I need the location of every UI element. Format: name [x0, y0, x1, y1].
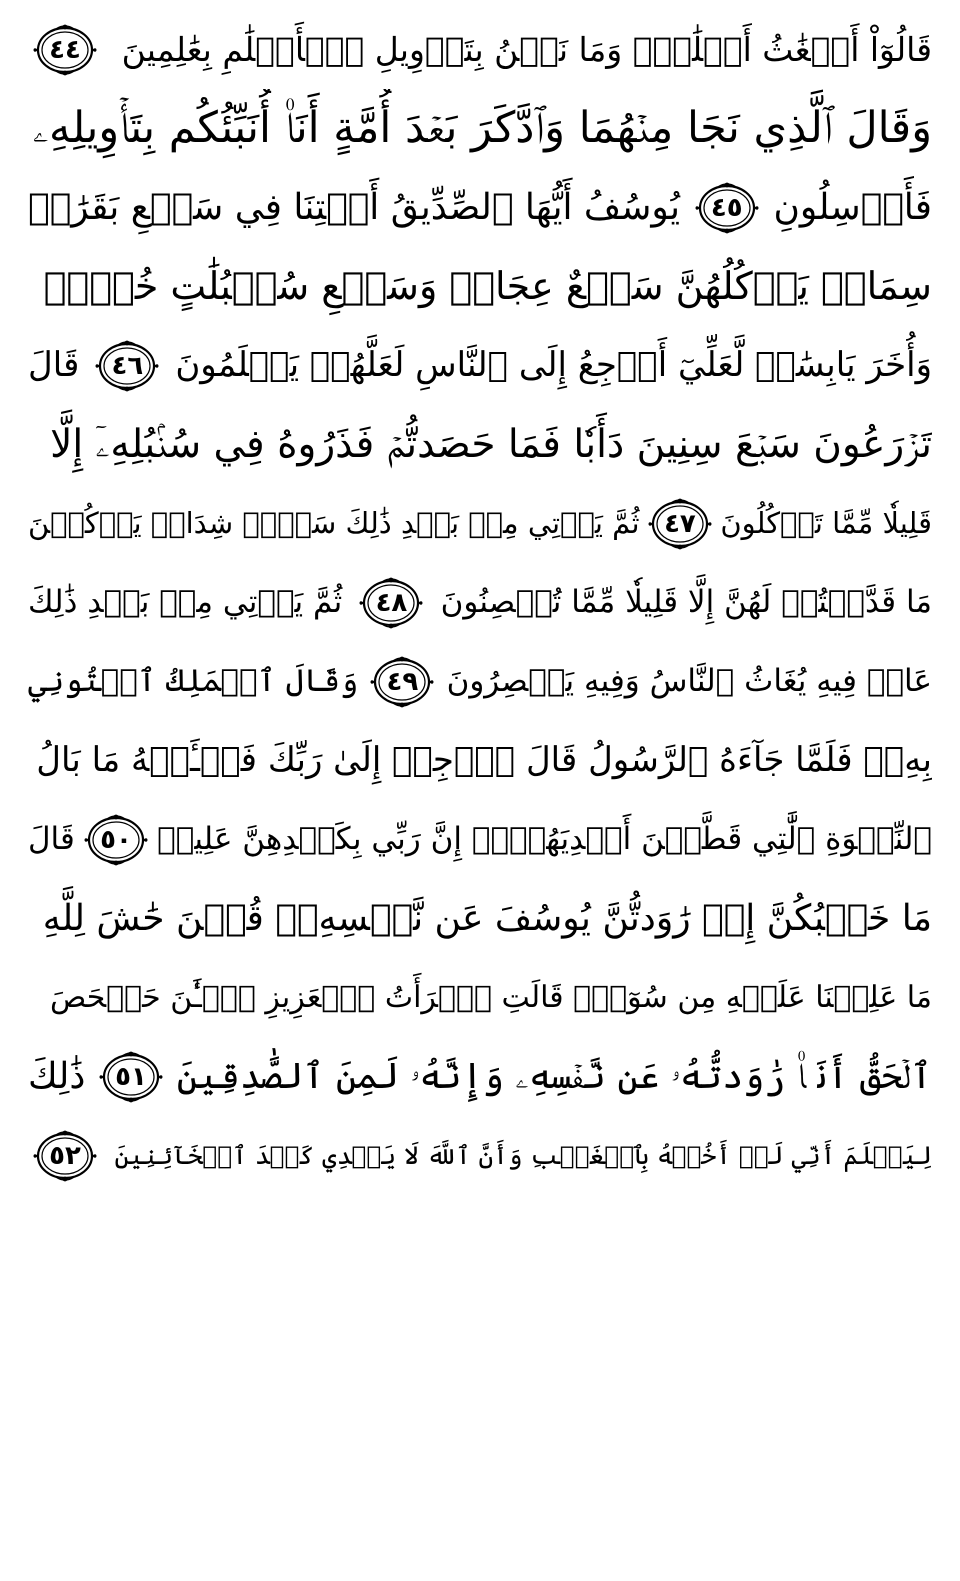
verse-text: وَقَالَ ٱلَّذِي نَجَا مِنۡهُمَا وَٱدَّكَرَ بَعۡدَ أُمَّةٍ أَنَا۠ أُنَبِّئُكُم بِتَأۡوِيلِهِۦ	[32, 103, 932, 153]
ayah-number: ٥٢	[49, 1140, 81, 1171]
ayah-end-marker	[28, 22, 102, 78]
verse-line	[28, 405, 932, 484]
ayah-number: ٤٤	[49, 34, 81, 65]
verse-text: مَا عَلِمۡنَا عَلَيۡهِ مِن سُوٓءٖۚ قَالَتِ ٱمۡرَأَتُ ٱلۡعَزِيزِ ٱلۡـَٰٔنَ حَصۡحَصَ	[50, 980, 932, 1015]
verse-text: قَالَ	[28, 345, 80, 385]
verse-text: قَالَ	[28, 821, 75, 857]
ayah-end-marker	[79, 812, 153, 868]
verse-line	[28, 89, 932, 168]
verse-line	[28, 168, 932, 247]
verse-text: وَأُخَرَ يَابِسَٰتٖ لَّعَلِّيٓ أَرۡجِعُ إِلَى ٱلنَّاسِ لَعَلَّهُمۡ يَعۡلَمُونَ	[175, 345, 932, 385]
verse-line	[28, 326, 932, 405]
verse-text: قَالُوٓاْ أَضۡغَٰثُ أَحۡلَٰمٖۖ وَمَا نَحۡنُ بِتَأۡوِيلِ ٱلۡأَحۡلَٰمِ بِعَٰلِمِينَ	[121, 30, 932, 69]
ayah-number: ٤٧	[664, 508, 696, 539]
verse-text: فَأَرۡسِلُونِ	[773, 187, 932, 228]
verse-line	[28, 1037, 932, 1116]
verse-text: ٱلۡحَقُّ أَنَا۠ رَٰوَدتُّهُۥ عَن نَّفۡسِهِۦ وَإِنَّهُۥ لَمِنَ ٱلصَّٰدِقِينَ	[176, 1056, 932, 1097]
verse-text: مَا خَطۡبُكُنَّ إِذۡ رَٰوَدتُّنَّ يُوسُفَ عَن نَّفۡسِهِۦۚ قُلۡنَ حَٰشَ لِلَّهِ	[42, 898, 932, 939]
ayah-end-marker	[90, 338, 164, 394]
verse-text: سِمَانٖ يَأۡكُلُهُنَّ سَبۡعٌ عِجَافٞ وَسَبۡعِ سُنۢبُلَٰتٍ خُضۡرٖ	[43, 264, 932, 308]
verse-line	[28, 247, 932, 326]
verse-line	[28, 1116, 932, 1195]
verse-text: مَا قَدَّمۡتُمۡ لَهُنَّ إِلَّا قَلِيلٗا مِّمَّا تُحۡصِنُونَ	[440, 584, 932, 620]
ayah-end-marker	[94, 1049, 168, 1105]
verse-text: لِيَعۡلَمَ أَنِّي لَمۡ أَخُنۡهُ بِٱلۡغَيۡبِ وَأَنَّ ٱللَّهَ لَا يَهۡدِي كَيۡدَ ٱلۡخَآئِنِينَ	[114, 1141, 932, 1170]
ayah-number: ٤٩	[386, 666, 419, 697]
verse-line	[28, 10, 932, 89]
verse-text: ٱلنِّسۡوَةِ ٱلَّٰتِي قَطَّعۡنَ أَيۡدِيَهُنَّۚ إِنَّ رَبِّي بِكَيۡدِهِنَّ عَلِيمٞ	[157, 821, 932, 857]
ayah-number: ٤٦	[111, 350, 144, 381]
verse-text: بِهِۦۖ فَلَمَّا جَآءَهُ ٱلرَّسُولُ قَالَ ٱرۡجِعۡ إِلَىٰ رَبِّكَ فَسۡـَٔلۡهُ مَا بَالُ	[36, 740, 932, 780]
verse-text: عَامٞ فِيهِ يُغَاثُ ٱلنَّاسُ وَفِيهِ يَعۡصِرُونَ	[446, 663, 932, 699]
ayah-end-marker	[28, 1128, 102, 1184]
verse-line	[28, 642, 932, 721]
verse-text: قَلِيلٗا مِّمَّا تَأۡكُلُونَ	[720, 506, 932, 540]
verse-line	[28, 958, 932, 1037]
verse-line	[28, 563, 932, 642]
verse-text: يُوسُفُ أَيُّهَا ٱلصِّدِّيقُ أَفۡتِنَا فِي سَبۡعِ بَقَرَٰتٖ	[28, 187, 680, 228]
verse-text: ثُمَّ يَأۡتِي مِنۢ بَعۡدِ ذَٰلِكَ سَبۡعٞ شِدَادٞ يَأۡكُلۡنَ	[28, 506, 640, 540]
ayah-number: ٥١	[115, 1061, 147, 1092]
ayah-number: ٤٥	[710, 192, 743, 223]
ayah-number: ٥٠	[100, 824, 132, 855]
verse-text: تَزۡرَعُونَ سَبۡعَ سِنِينَ دَأَبٗا فَمَا حَصَدتُّمۡ فَذَرُوهُ فِي سُنۢبُلِهِۦٓ إِلَّا	[50, 422, 932, 467]
verse-text: ثُمَّ يَأۡتِي مِنۢ بَعۡدِ ذَٰلِكَ	[28, 584, 343, 620]
ayah-end-marker	[643, 496, 717, 552]
ayah-end-marker	[354, 575, 428, 631]
ayah-number: ٤٨	[375, 587, 408, 618]
verse-line	[28, 721, 932, 800]
verse-line	[28, 800, 932, 879]
verse-text: ذَٰلِكَ	[28, 1056, 86, 1097]
verse-line	[28, 879, 932, 958]
ayah-end-marker	[365, 654, 439, 710]
verse-text: وَقَالَ ٱلۡمَلِكُ ٱئۡتُونِي	[28, 663, 359, 699]
verse-line	[28, 484, 932, 563]
ayah-end-marker	[690, 180, 764, 236]
